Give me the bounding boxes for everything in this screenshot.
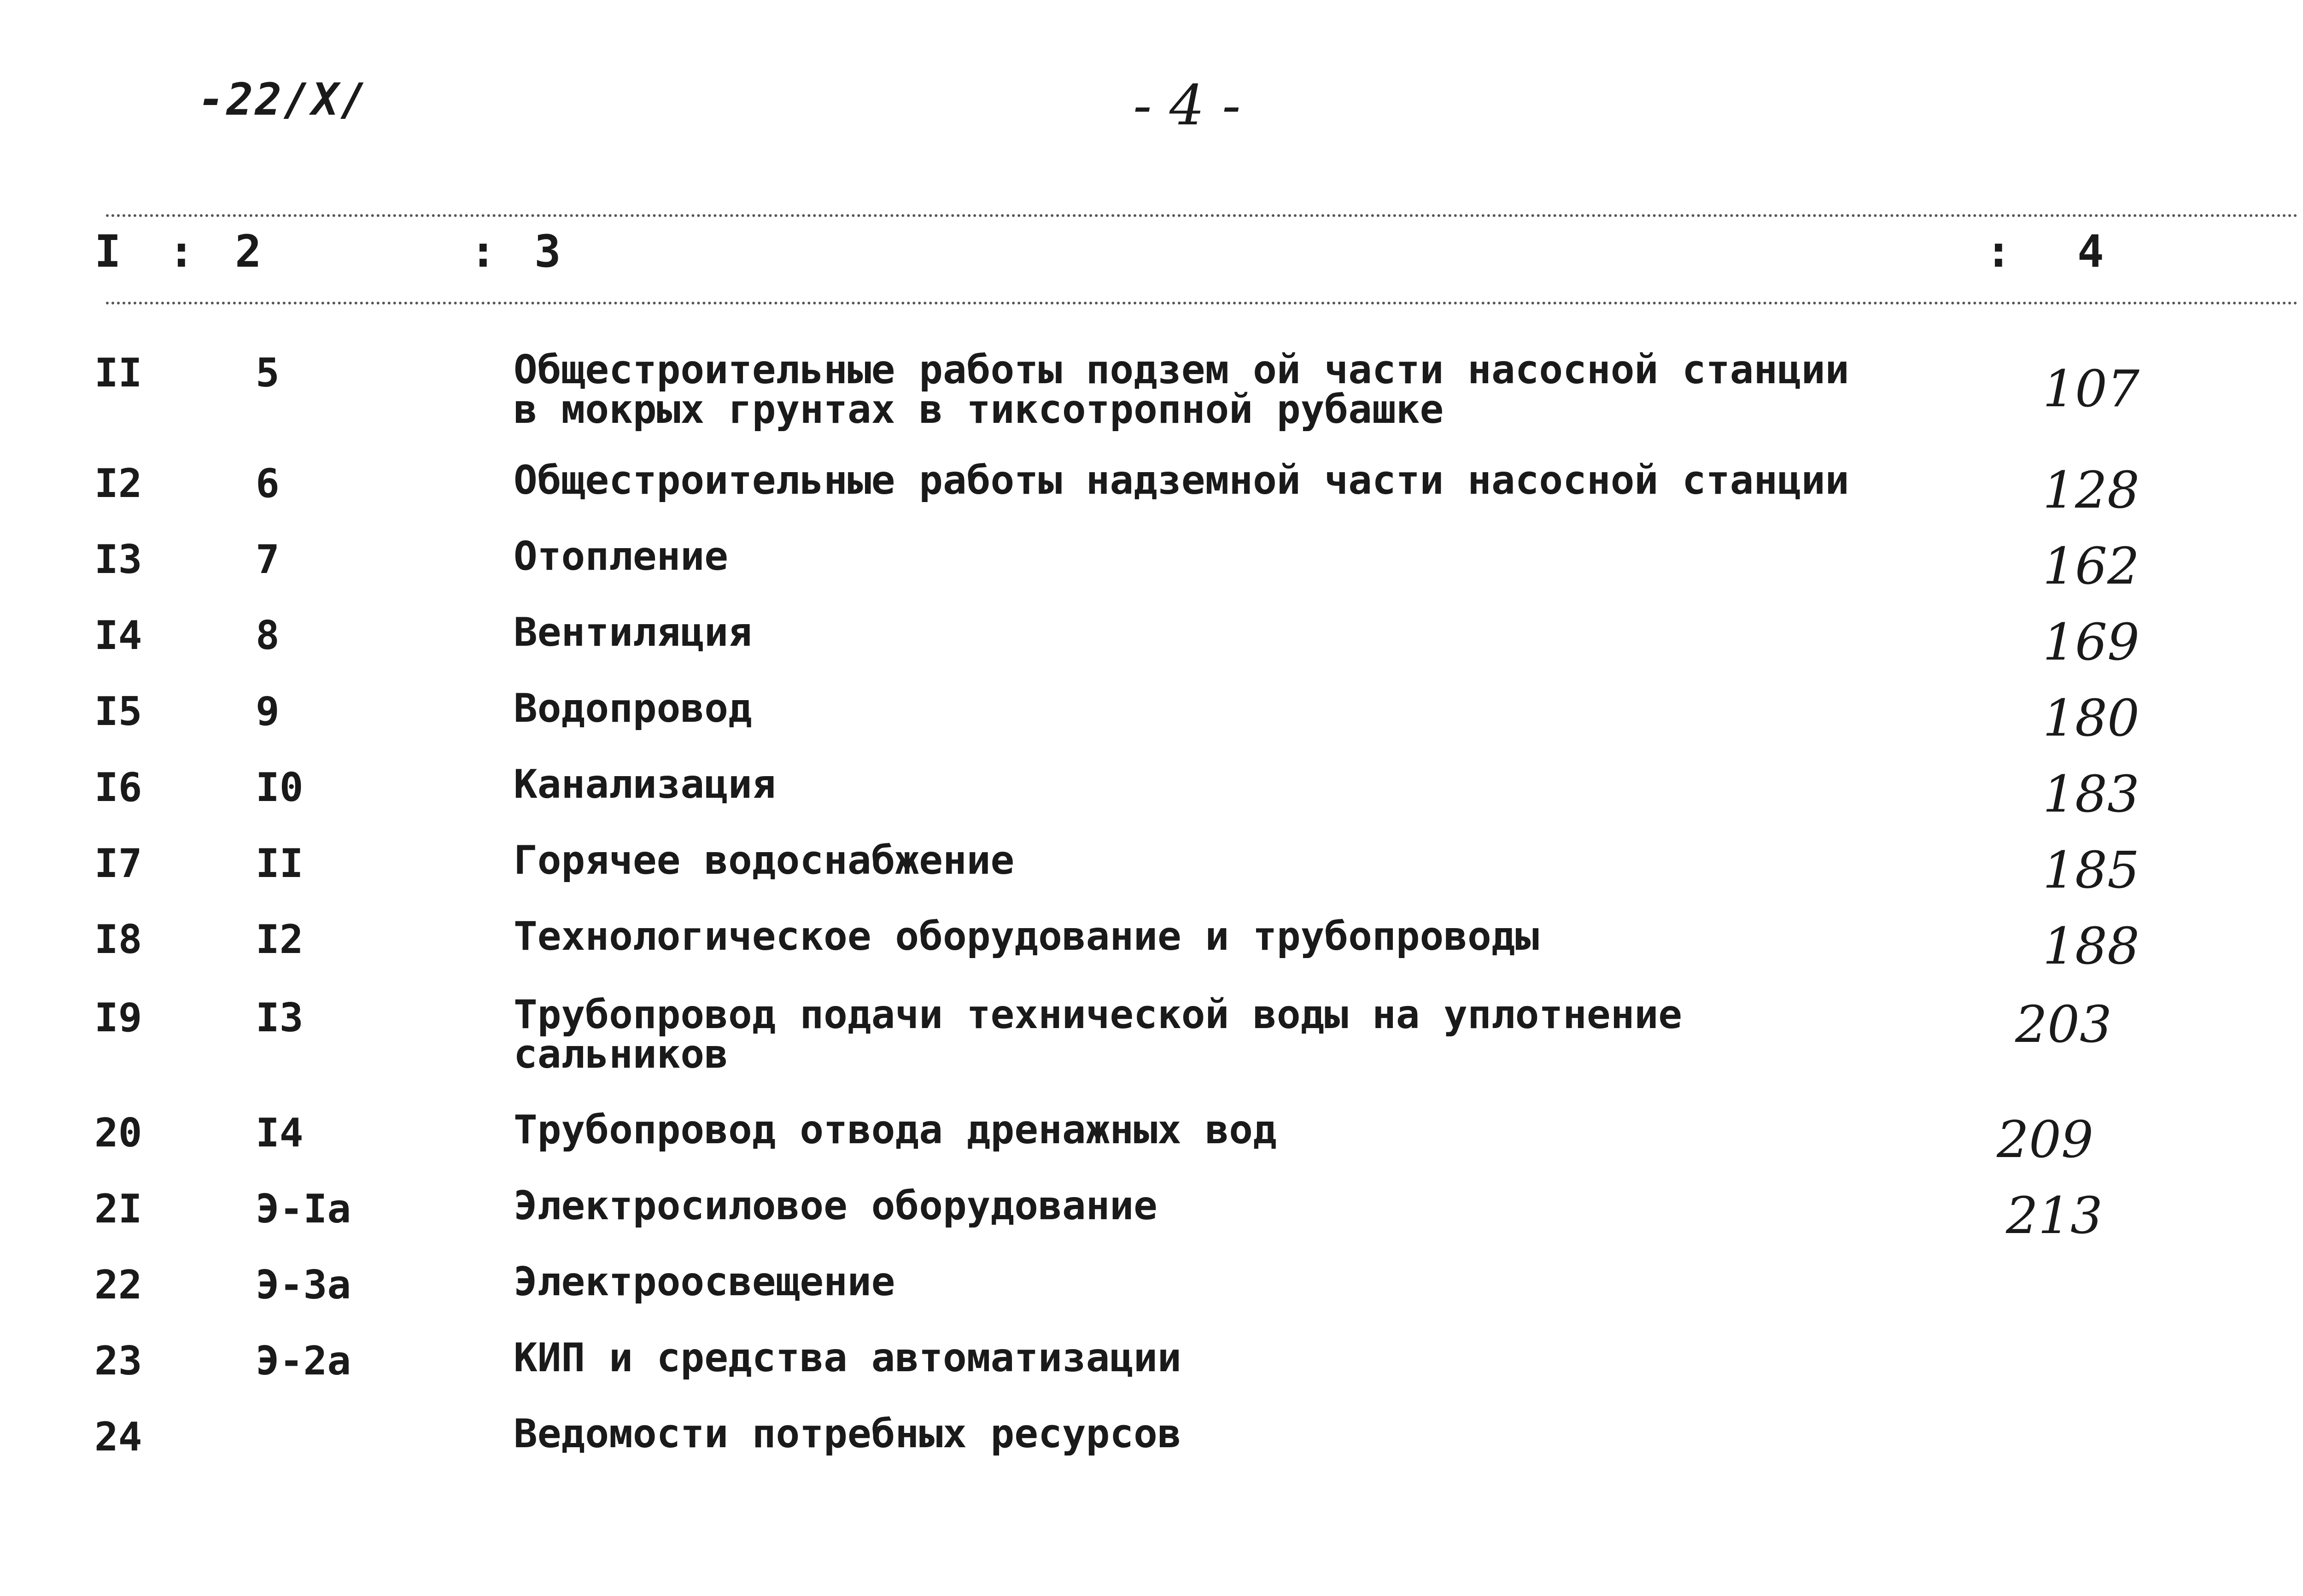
row-number: 2I: [94, 1186, 142, 1232]
row-page: 203: [2015, 995, 2112, 1054]
row-page: 128: [2043, 461, 2139, 520]
row-page: 183: [2043, 765, 2139, 824]
table-rule-top: [106, 214, 2298, 217]
table-row: [0, 457, 2303, 534]
row-number: 20: [94, 1110, 142, 1156]
row-name: Общестроительные работы подзем ой части насосной станции в мокрых грунтах в тиксотропной рубашке: [514, 347, 1849, 433]
document-code: -22/X/: [198, 74, 369, 125]
row-number: 22: [94, 1262, 142, 1308]
row-section: Э-Iа: [256, 1186, 351, 1232]
table-row: [0, 992, 2303, 1077]
row-name: Электроосвещение: [514, 1259, 895, 1305]
row-name: Горячее водоснабжение: [514, 837, 1015, 883]
table-row: [0, 685, 2303, 762]
row-number: I2: [94, 461, 142, 507]
column-header-4: 4: [2077, 226, 2104, 277]
row-page: 185: [2043, 841, 2139, 900]
table-row: [0, 837, 2303, 914]
row-number: I6: [94, 765, 142, 811]
row-section: Э-2а: [256, 1338, 351, 1384]
row-page: 213: [2006, 1186, 2103, 1245]
table-row: [0, 1183, 2303, 1260]
table-row: [0, 347, 2303, 433]
row-name: Вентиляция: [514, 609, 752, 655]
row-number: I8: [94, 917, 142, 963]
column-header-2: 2: [235, 226, 262, 277]
column-separator: :: [1985, 226, 2012, 277]
table-row: [0, 761, 2303, 838]
row-name: Технологическое оборудование и трубопроводы: [514, 913, 1539, 959]
column-separator: :: [168, 226, 195, 277]
row-name: Электросиловое оборудование: [514, 1183, 1157, 1229]
table-rule-bottom: [106, 302, 2298, 304]
page-number: - 4 -: [1133, 74, 1241, 138]
row-section: I2: [256, 917, 304, 963]
column-header-1: I: [94, 226, 121, 277]
row-number: I5: [94, 689, 142, 735]
row-page: 162: [2043, 537, 2139, 596]
row-section: I3: [256, 995, 304, 1041]
row-number: I4: [94, 613, 142, 659]
column-header-3: 3: [534, 226, 561, 277]
row-number: I3: [94, 537, 142, 583]
row-section: I0: [256, 765, 304, 811]
row-section: 8: [256, 613, 280, 659]
table-row: [0, 1335, 2303, 1412]
row-name: Ведомости потребных ресурсов: [514, 1411, 1181, 1457]
row-name: Трубопровод подачи технической воды на уплотнение сальников: [514, 992, 1683, 1077]
row-section: 5: [256, 350, 280, 396]
row-name: Канализация: [514, 761, 776, 807]
row-number: I7: [94, 841, 142, 887]
row-section: Э-3а: [256, 1262, 351, 1308]
row-number: 24: [94, 1414, 142, 1460]
row-name: Трубопровод отвода дренажных вод: [514, 1107, 1277, 1153]
row-section: II: [256, 841, 304, 887]
row-number: II: [94, 350, 142, 396]
row-section: I4: [256, 1110, 304, 1156]
row-page: 180: [2043, 689, 2139, 748]
row-section: 9: [256, 689, 280, 735]
row-page: 169: [2043, 613, 2139, 672]
table-row: [0, 1259, 2303, 1336]
row-page: 209: [1997, 1110, 2093, 1169]
table-row: [0, 913, 2303, 990]
row-name: КИП и средства автоматизации: [514, 1335, 1181, 1381]
row-section: 6: [256, 461, 280, 507]
row-name: Водопровод: [514, 685, 752, 731]
row-page: 107: [2043, 359, 2139, 418]
table-row: [0, 1411, 2303, 1488]
column-separator: :: [470, 226, 497, 277]
row-number: 23: [94, 1338, 142, 1384]
row-number: I9: [94, 995, 142, 1041]
table-row: [0, 609, 2303, 686]
table-row: [0, 533, 2303, 610]
row-page: 188: [2043, 917, 2139, 976]
table-row: [0, 1107, 2303, 1184]
row-name: Общестроительные работы надземной части насосной станции: [514, 457, 1849, 503]
row-name: Отопление: [514, 533, 728, 579]
row-section: 7: [256, 537, 280, 583]
